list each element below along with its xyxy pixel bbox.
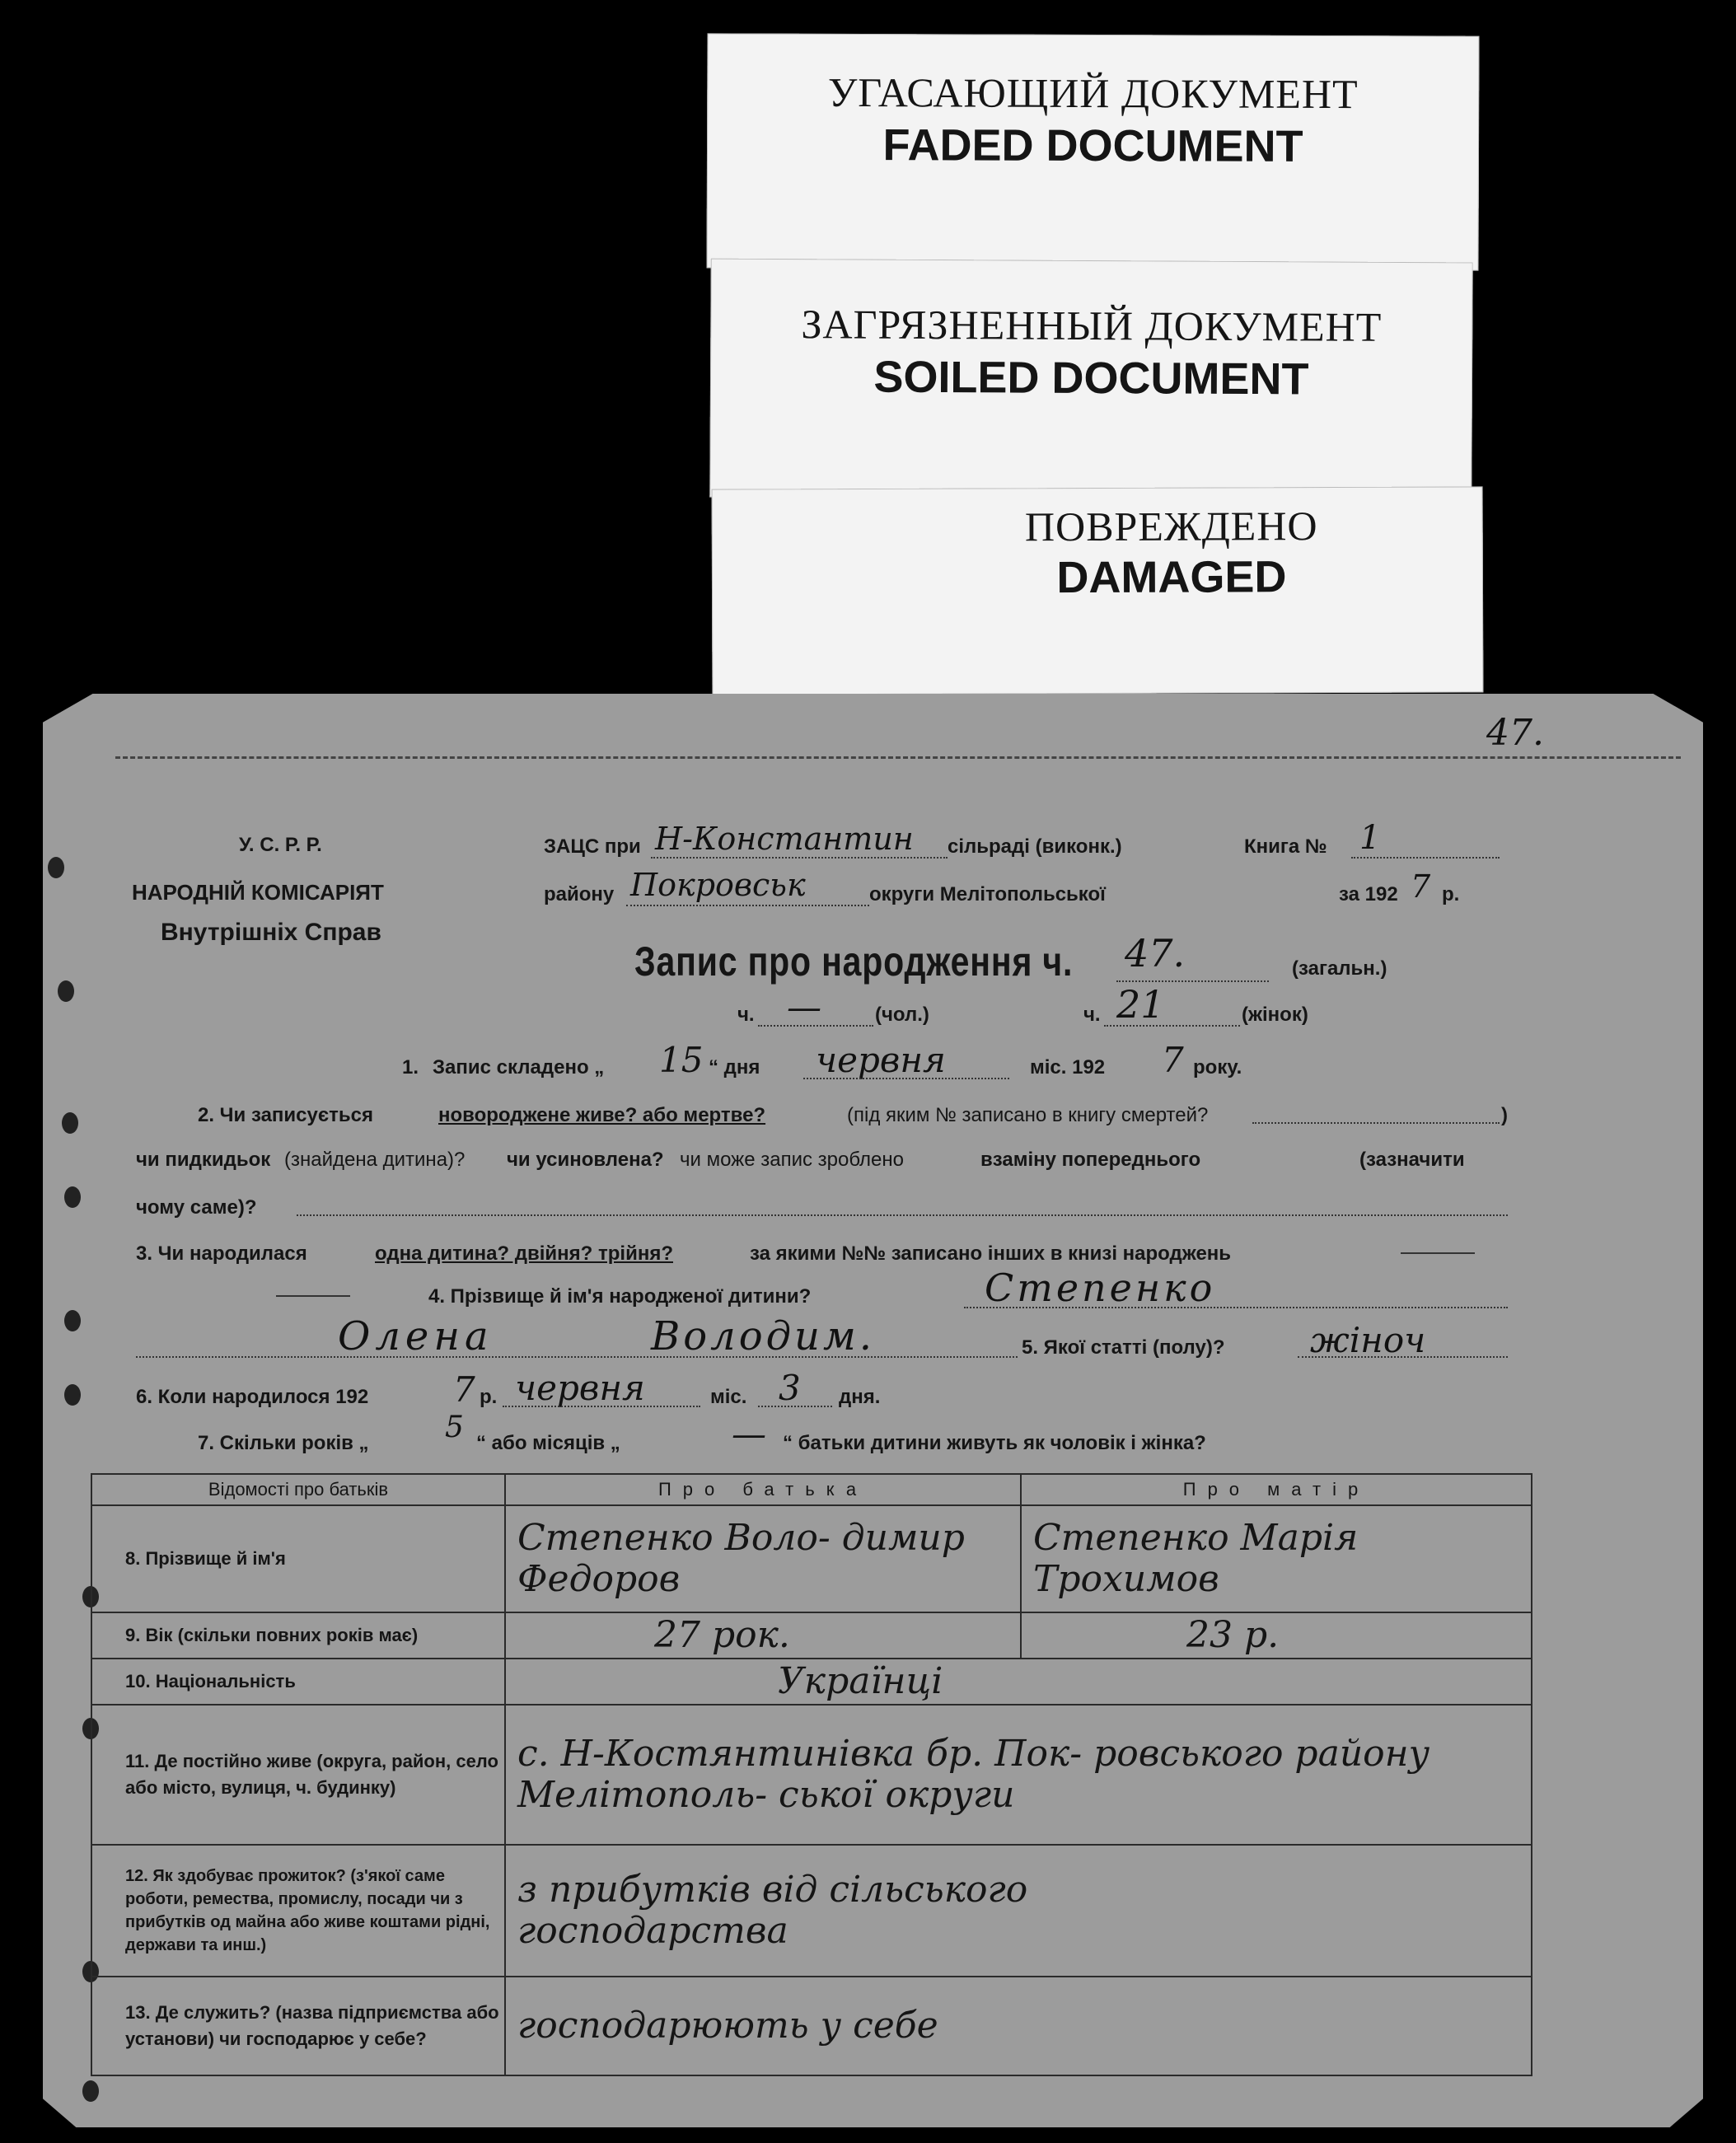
q2-text-i: взаміну попереднього xyxy=(980,1149,1201,1171)
table-row xyxy=(91,1705,1532,1845)
damaged-label-en: DAMAGED xyxy=(1056,552,1287,603)
row-label: 13. Де служить? (назва підприємства або установи) чи господарює у себе? xyxy=(91,1977,505,2075)
dash-mark xyxy=(276,1295,350,1297)
q2-text-b: новороджене живе? або мертве? xyxy=(438,1104,766,1126)
employment-handwritten: господарюють у себе xyxy=(505,1977,1532,2075)
q1-text-b: “ дня xyxy=(709,1056,760,1079)
q2-text-h: чи може запис зроблено xyxy=(680,1149,904,1171)
fill-line xyxy=(758,1025,873,1027)
row-label: 11. Де постійно живе (округа, район, село або місто, вулиця, ч. будинку) xyxy=(91,1705,505,1845)
q3-text-a: 3. Чи народилася xyxy=(136,1242,307,1265)
q6-text-b: р. xyxy=(480,1386,498,1408)
fill-line xyxy=(1104,1025,1240,1027)
fill-line xyxy=(1252,1122,1500,1124)
soiled-document-label xyxy=(709,259,1473,502)
mother-name-handwritten: Степенко Марія Трохимов xyxy=(1021,1505,1532,1612)
q1-text: Запис складено „ xyxy=(433,1056,605,1079)
binding-hole xyxy=(82,2080,99,2102)
q7-text-c: “ батьки дитини живуть як чоловік і жінка? xyxy=(783,1432,1206,1454)
nationality-handwritten: Українці xyxy=(505,1659,1532,1705)
district-prefix: району xyxy=(544,883,615,905)
village-council-handwritten: Н-Константин xyxy=(655,821,914,857)
q2-text-d: ) xyxy=(1501,1104,1508,1126)
column-header-father: Про батька xyxy=(505,1474,1021,1505)
district-suffix: округи Мелітопольської xyxy=(869,883,1106,905)
damaged-document-label xyxy=(712,486,1484,695)
binding-hole xyxy=(58,980,74,1002)
zags-prefix: ЗАЦС при xyxy=(544,835,641,858)
binding-hole xyxy=(64,1310,81,1331)
q3-text-b: одна дитина? двійня? трійня? xyxy=(375,1242,673,1265)
female-number-handwritten: 21 xyxy=(1116,982,1165,1027)
table-row xyxy=(91,1659,1532,1705)
q3-text-c: за якими №№ записано інших в книзі народжень xyxy=(750,1242,1232,1265)
column-header-mother: Про матір xyxy=(1021,1474,1532,1505)
q6-day-handwritten: 3 xyxy=(779,1368,801,1408)
mother-age-handwritten: 23 р. xyxy=(1021,1612,1532,1659)
parents-table xyxy=(91,1473,1532,2076)
q2-text-c: (під яким № записано в книгу смертей? xyxy=(847,1104,1209,1126)
dash-mark xyxy=(1401,1252,1475,1254)
year-handwritten: 7 xyxy=(1411,868,1431,905)
male-prefix: ч. xyxy=(737,1004,755,1026)
fill-line xyxy=(136,1356,1018,1358)
father-age-handwritten: 27 рок. xyxy=(505,1612,1021,1659)
record-number-handwritten: 47. xyxy=(1125,931,1186,976)
binding-hole xyxy=(64,1384,81,1406)
female-suffix: (жінок) xyxy=(1242,1004,1308,1026)
year-prefix: за 192 xyxy=(1339,883,1398,905)
male-number-handwritten: — xyxy=(787,987,821,1027)
q6-month-handwritten: червня xyxy=(515,1368,645,1408)
q4-text: 4. Прізвище й ім'я народженої дитини? xyxy=(428,1285,812,1308)
soiled-label-en: SOILED DOCUMENT xyxy=(873,352,1309,405)
q2-text-f: (знайдена дитина)? xyxy=(284,1149,466,1171)
faded-label-ru: УГАСАЮЩИЙ ДОКУМЕНТ xyxy=(827,68,1359,118)
faded-document-label xyxy=(707,33,1480,270)
commissariat-heading: НАРОДНІЙ КОМІСАРІЯТ xyxy=(132,880,384,905)
fill-line xyxy=(964,1307,1508,1308)
father-name-handwritten: Степенко Воло- димир Федоров xyxy=(505,1505,1021,1612)
total-label: (загальн.) xyxy=(1292,957,1387,980)
page-number: 47. xyxy=(1486,712,1544,754)
q1-text-c: міс. 192 xyxy=(1030,1056,1106,1079)
zags-suffix: сільраді (виконк.) xyxy=(948,835,1122,858)
child-patronymic-handwritten: Володим. xyxy=(651,1313,876,1359)
internal-affairs-heading: Внутрішніх Справ xyxy=(161,919,381,946)
book-number-handwritten: 1 xyxy=(1359,819,1381,857)
q7-text-a: 7. Скільки років „ xyxy=(198,1432,369,1454)
fill-line xyxy=(651,857,948,859)
q2-text-g: чи усиновлена? xyxy=(507,1149,664,1171)
row-label: 12. Як здобуває прожиток? (з'якої саме роботи, ремества, промислу, посади чи з прибутків од майна або живе коштами рідні, держави та инш.) xyxy=(91,1845,505,1977)
binding-hole xyxy=(48,857,64,878)
fill-line xyxy=(503,1406,700,1407)
district-handwritten: Покровськ xyxy=(630,867,806,903)
table-row xyxy=(91,1845,1532,1977)
q6-text-d: дня. xyxy=(839,1386,881,1408)
q2-text-j: (зазначити xyxy=(1359,1149,1465,1171)
soiled-label-ru: ЗАГРЯЗНЕННЫЙ ДОКУМЕНТ xyxy=(801,301,1383,350)
column-header-parents: Відомості про батьків xyxy=(91,1474,505,1505)
q1-text-d: року. xyxy=(1193,1056,1242,1079)
child-surname-handwritten: Степенко xyxy=(985,1266,1216,1310)
q7-text-b: “ або місяців „ xyxy=(476,1432,620,1454)
q1-number: 1. xyxy=(402,1056,419,1079)
female-prefix: ч. xyxy=(1083,1004,1101,1026)
q6-year-handwritten: 7 xyxy=(453,1369,475,1410)
row-label: 9. Вік (скільки повних років має) xyxy=(91,1612,505,1659)
binding-hole xyxy=(62,1112,78,1134)
year-suffix: р. xyxy=(1442,883,1460,905)
q7-years-handwritten: 5 xyxy=(445,1411,464,1444)
q1-month-handwritten: червня xyxy=(816,1040,946,1080)
fill-line xyxy=(626,905,869,906)
record-title: Запис про народження ч. xyxy=(634,938,1074,985)
fill-line xyxy=(1351,857,1500,859)
male-suffix: (чол.) xyxy=(875,1004,929,1026)
q2-text-e: чи пидкидьок xyxy=(136,1149,271,1171)
ussr-heading: У. С. Р. Р. xyxy=(239,834,322,856)
q5-text: 5. Якої статті (полу)? xyxy=(1022,1336,1225,1359)
q7-months-handwritten: — xyxy=(732,1414,766,1454)
q1-day-handwritten: 15 xyxy=(659,1040,704,1080)
residence-handwritten: с. Н-Костянтинівка бр. Пок- ровського району Мелітополь- ської округи xyxy=(505,1705,1532,1845)
table-row xyxy=(91,1977,1532,2075)
faded-label-en: FADED DOCUMENT xyxy=(882,120,1303,171)
damaged-label-ru: ПОВРЕЖДЕНО xyxy=(1024,503,1318,550)
q2-text-k: чому саме)? xyxy=(136,1196,257,1219)
table-row xyxy=(91,1612,1532,1659)
sex-handwritten: жіноч xyxy=(1310,1320,1426,1360)
fill-line xyxy=(1298,1356,1508,1358)
row-label: 10. Національність xyxy=(91,1659,505,1705)
table-header-row xyxy=(91,1474,1532,1505)
q1-year-handwritten: 7 xyxy=(1162,1040,1184,1080)
fill-line xyxy=(297,1214,1508,1216)
livelihood-handwritten: з прибутків від сільського господарства xyxy=(505,1845,1532,1977)
fill-line xyxy=(758,1406,832,1407)
q6-text-c: міс. xyxy=(710,1386,747,1408)
fill-line xyxy=(803,1078,1009,1079)
q6-text-a: 6. Коли народилося 192 xyxy=(136,1386,369,1408)
book-label: Книга № xyxy=(1244,835,1327,858)
child-firstname-handwritten: Олена xyxy=(338,1313,494,1359)
q2-text-a: 2. Чи записується xyxy=(198,1104,373,1126)
perforation-line xyxy=(115,756,1681,759)
table-row xyxy=(91,1505,1532,1612)
row-label: 8. Прізвище й ім'я xyxy=(91,1505,505,1612)
binding-hole xyxy=(64,1186,81,1208)
